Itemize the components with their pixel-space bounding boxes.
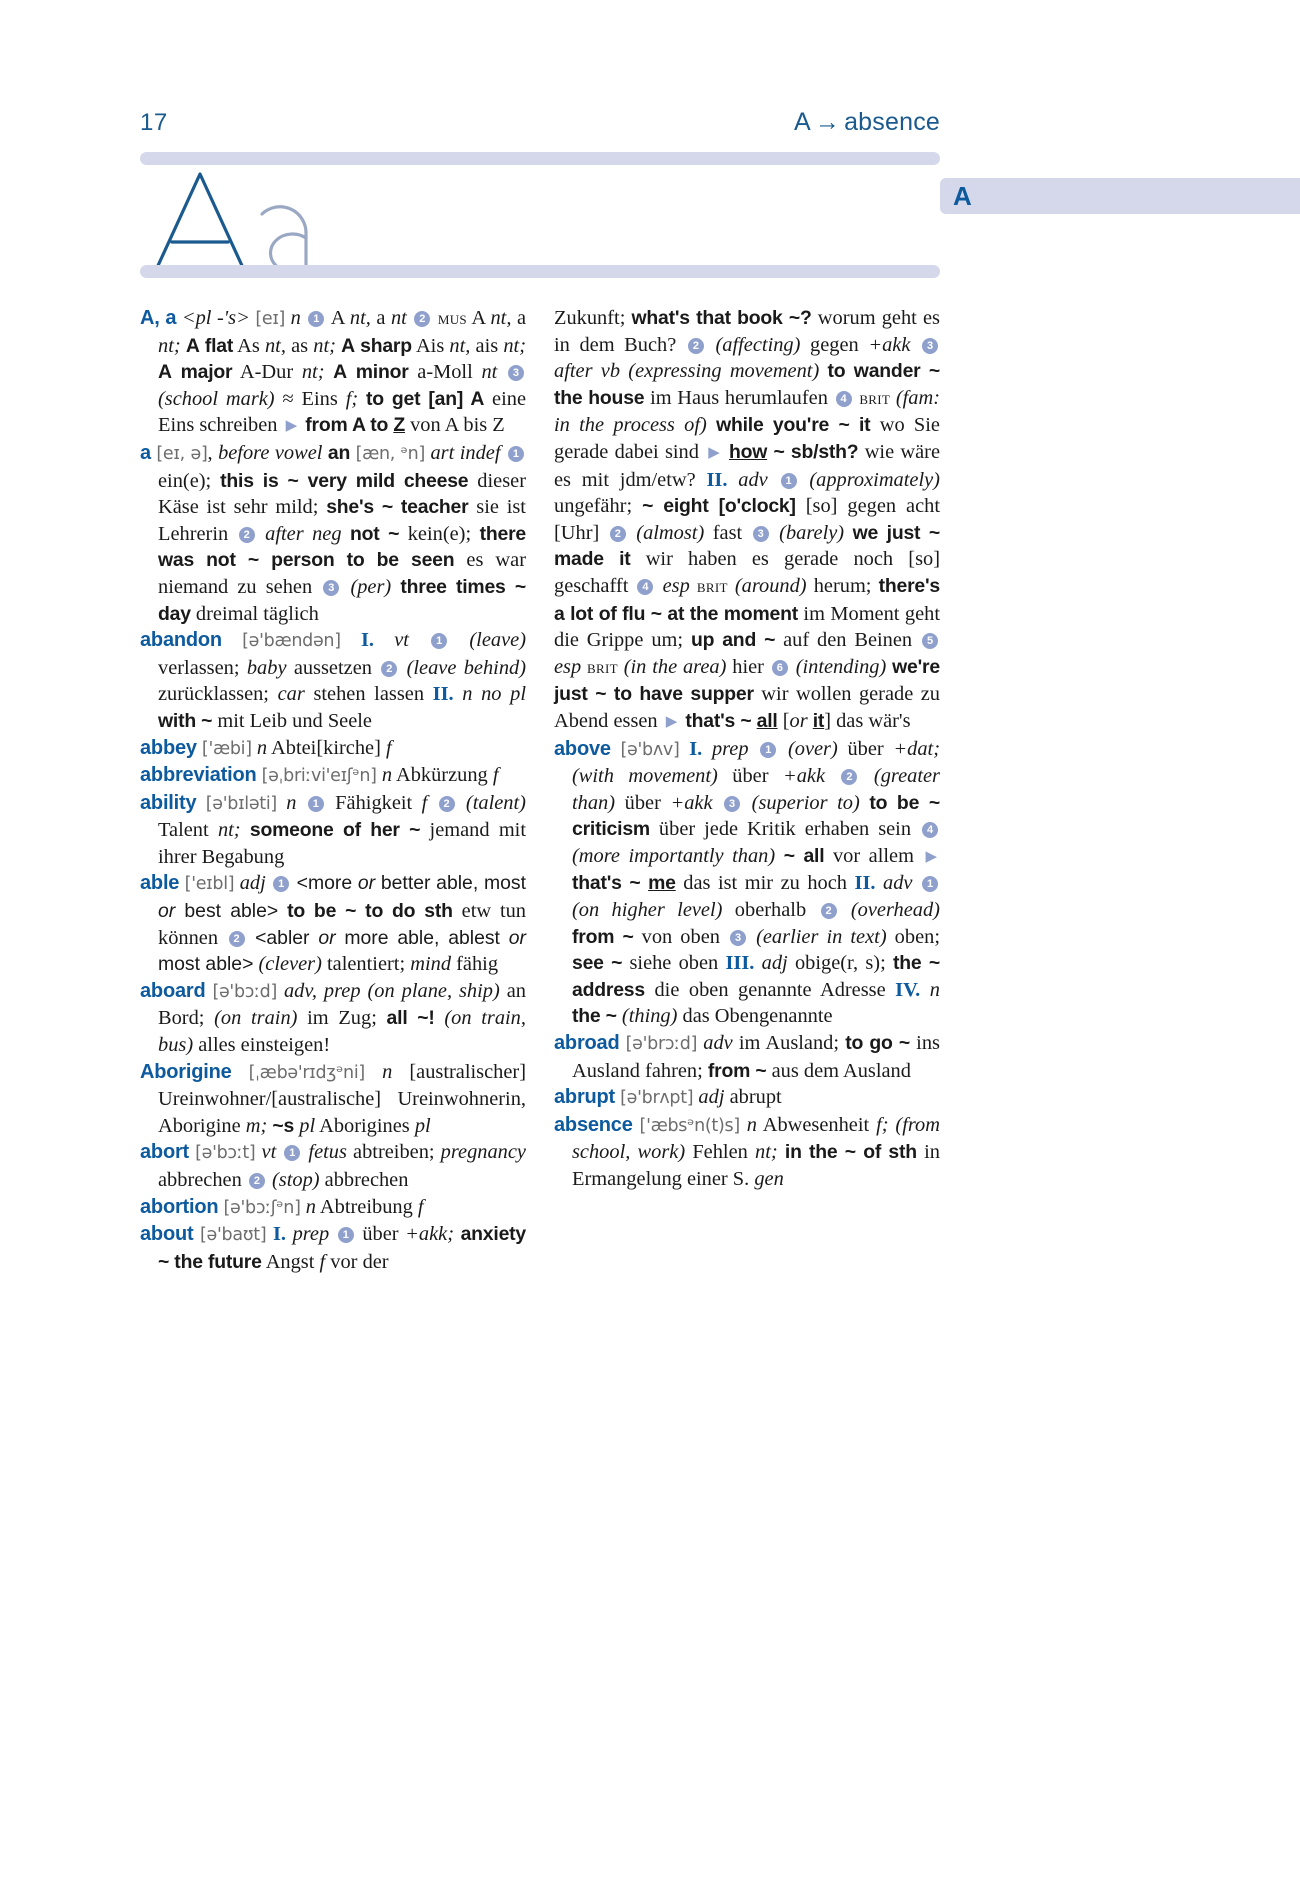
ipa-transcription: [eɪ, ə] xyxy=(156,443,208,464)
sense-number: 1 xyxy=(760,742,776,758)
ipa-transcription: [ə'bɔːʃᵊn] xyxy=(223,1197,301,1218)
running-head xyxy=(140,108,940,142)
column-left xyxy=(140,305,526,1485)
sense-number: 3 xyxy=(323,580,339,596)
sense-number: 2 xyxy=(239,527,255,543)
sense-number: 1 xyxy=(308,796,324,812)
page-number: 17 xyxy=(140,109,168,136)
headword: abbreviation xyxy=(140,764,257,787)
dictionary-entry-continuation: Zukunft; what's that book ~? worum geht es in dem Buch? 2 (affecting) gegen +akk 3 after vb (expressing movement) to wander ~ the house im Haus herumlaufen 4 brit (fam: in the process of) while you're ~ it wo Sie gerade dabei sind ▶ how ~ sb/sth? wie wäre es mit jdm/etw? II. adv 1 (approximately) ungefähr; ~ eight [o'clock] [so] gegen acht [Uhr] 2 (almost) fast 3 (barely) we just ~ made it wir haben es gerade noch [so] geschafft 4 esp brit (around) herum; there's a lot of flu ~ at the moment im Moment geht die Grippe um; up and ~ auf den Beinen 5 esp brit (in the area) hier 6 (intending) we're just ~ to have supper wir wollen gerade zu Abend essen ▶ that's ~ all [or it] das wär's xyxy=(554,305,940,736)
arrow-icon: → xyxy=(814,108,841,136)
dictionary-entry: ability [ə'bɪləti] n 1 Fähigkeit f 2 (talent) Talent nt; someone of her ~ jemand mit ihrer Begabung xyxy=(140,791,527,868)
headword: abandon xyxy=(140,629,222,652)
dictionary-entry: abrupt [ə'brʌpt] adj abrupt xyxy=(554,1086,782,1109)
headword: abroad xyxy=(554,1032,620,1055)
sense-number: 3 xyxy=(922,338,938,354)
ipa-transcription: [eɪ] xyxy=(255,309,286,329)
header-rule xyxy=(140,152,940,165)
sense-number: 4 xyxy=(922,822,938,838)
ipa-transcription: ['æbsᵊn(t)s] xyxy=(639,1115,740,1136)
thumb-index-tab[interactable] xyxy=(940,178,1300,214)
running-head-end: absence xyxy=(844,108,940,136)
dictionary-entry: a [eɪ, ə], before vowel an [æn, ᵊn] art indef 1 ein(e); this is ~ very mild cheese dieser Käse ist sehr mild; she's ~ teacher sie ist Lehrerin 2 after neg not ~ kein(e); there was not ~ person to be seen es war niemand zu sehen 3 (per) three times ~ day dreimal täglich xyxy=(140,441,526,625)
phrase-triangle-icon: ▶ xyxy=(708,444,720,461)
ipa-transcription: [əˌbriːvi'eɪʃᵊn] xyxy=(261,766,377,787)
ipa-transcription: ['æbi] xyxy=(201,738,252,759)
sense-number: 1 xyxy=(284,1145,300,1161)
sense-number: 1 xyxy=(308,311,324,327)
dictionary-entry: about [ə'baʊt] I. prep 1 über +akk; anxiety ~ the future Angst f vor der xyxy=(140,1223,527,1273)
sense-number: 2 xyxy=(249,1173,265,1189)
sense-number: 3 xyxy=(508,365,524,381)
thumb-index-letter: A xyxy=(953,181,972,211)
ipa-transcription: [ə'bændən] xyxy=(242,631,341,652)
dictionary-columns xyxy=(140,305,940,1485)
sense-number: 4 xyxy=(836,391,852,407)
headword: abrupt xyxy=(554,1086,616,1109)
sense-number: 5 xyxy=(922,633,938,649)
ipa-transcription: [ə'bɔːt] xyxy=(195,1143,256,1164)
sense-number: 1 xyxy=(922,876,938,892)
sense-number: 2 xyxy=(610,526,626,542)
sense-number: 3 xyxy=(753,526,769,542)
ipa-transcription: [ə'baʊt] xyxy=(200,1225,267,1246)
headword: about xyxy=(140,1223,194,1246)
dictionary-entry: abort [ə'bɔːt] vt 1 fetus abtreiben; pregnancy abbrechen 2 (stop) abbrechen xyxy=(140,1141,526,1191)
headword: above xyxy=(554,737,611,760)
sense-number: 2 xyxy=(229,931,245,947)
running-head-start: A xyxy=(794,108,811,136)
headword: abortion xyxy=(140,1195,219,1218)
dictionary-entry: aboard [ə'bɔːd] adv, prep (on plane, ship) an Bord; (on train) im Zug; all ~! (on train, bus) alles einsteigen! xyxy=(140,979,526,1057)
sense-number: 6 xyxy=(772,660,788,676)
sense-number: 2 xyxy=(414,311,430,327)
letter-section-heading xyxy=(148,166,368,276)
dictionary-entry: absence ['æbsᵊn(t)s] n Abwesenheit f; (from school, work) Fehlen nt; in the ~ of sth in Ermangelung einer S. gen xyxy=(554,1113,940,1190)
dictionary-entry: abbreviation [əˌbriːvi'eɪʃᵊn] n Abkürzung f xyxy=(140,764,499,787)
headword: Aborigine xyxy=(140,1060,232,1083)
ipa-transcription: [ə'bɔːd] xyxy=(212,981,277,1002)
ipa-transcription: [ə'brɔːd] xyxy=(625,1034,698,1055)
sense-number: 1 xyxy=(781,473,797,489)
dictionary-entry: abroad [ə'brɔːd] adv im Ausland; to go ~ ins Ausland fahren; from ~ aus dem Ausland xyxy=(554,1032,940,1082)
dictionary-entry: Aborigine [ˌæbə'rɪdʒᵊni] n [australischer] Ureinwohner/[australische] Ureinwohnerin, Aborigine m; ~s pl Aborigines pl xyxy=(140,1060,526,1137)
sense-number: 1 xyxy=(338,1227,354,1243)
sense-number: 2 xyxy=(688,338,704,354)
sense-number: 4 xyxy=(637,579,653,595)
headword: a xyxy=(140,441,151,464)
headword: A, a xyxy=(140,307,177,329)
sense-number: 1 xyxy=(273,876,289,892)
headword: absence xyxy=(554,1113,633,1136)
ipa-transcription: [ˌæbə'rɪdʒᵊni] xyxy=(248,1062,365,1083)
dictionary-entry: abbey ['æbi] n Abtei[kirche] f xyxy=(140,736,392,759)
sense-number: 2 xyxy=(841,769,857,785)
dictionary-entry: abandon [ə'bændən] I. vt 1 (leave) verlassen; baby aussetzen 2 (leave behind) zurücklassen; car stehen lassen II. n no pl with ~ mit Leib und Seele xyxy=(140,629,526,732)
ipa-transcription: [ə'brʌpt] xyxy=(620,1088,694,1109)
headword: ability xyxy=(140,791,197,814)
dictionary-entry: A, a <pl -'s> [eɪ] n 1 A nt, a nt 2 mus A nt, a nt; A flat As nt, as nt; A sharp Ais nt, ais nt; A major A-Dur nt; A minor a-Moll nt 3 (school mark) ≈ Eins f; to get [an] A eine Eins schreiben ▶ from A to Z von A bis Z xyxy=(140,305,526,440)
ipa-transcription: ['eɪbl] xyxy=(184,874,235,895)
column-right xyxy=(554,305,940,1485)
headword: able xyxy=(140,872,180,895)
ipa-transcription: [ə'bʌv] xyxy=(620,739,680,760)
sense-number: 3 xyxy=(724,796,740,812)
sense-number: 2 xyxy=(439,796,455,812)
dictionary-entry: able ['eɪbl] adj 1 <more or better able, most or best able> to be ~ to do sth etw tun können 2 <abler or more able, ablest or most able> (clever) talentiert; mind fähig xyxy=(140,872,527,976)
sense-number: 1 xyxy=(508,446,524,462)
phrase-triangle-icon: ▶ xyxy=(665,713,678,730)
phrase-triangle-icon: ▶ xyxy=(285,418,298,435)
dictionary-entry: abortion [ə'bɔːʃᵊn] n Abtreibung f xyxy=(140,1195,424,1218)
section-rule xyxy=(140,265,940,278)
running-head-range xyxy=(794,108,940,137)
sense-number: 3 xyxy=(730,930,746,946)
sense-number: 2 xyxy=(381,661,397,677)
phrase-triangle-icon: ▶ xyxy=(925,848,937,865)
sense-number: 1 xyxy=(431,633,447,649)
headword: abort xyxy=(140,1141,190,1164)
ipa-transcription: [ə'bɪləti] xyxy=(205,793,277,814)
sense-number: 2 xyxy=(821,903,837,919)
headword: abbey xyxy=(140,736,197,759)
headword: aboard xyxy=(140,979,206,1002)
dictionary-entry: above [ə'bʌv] I. prep 1 (over) über +dat; (with movement) über +akk 2 (greater than) über +akk 3 (superior to) to be ~ criticism über jede Kritik erhaben sein 4 (more importantly than) ~ all vor allem ▶ that's ~ me das ist mir zu hoch II. adv 1 (on higher level) oberhalb 2 (overhead) from ~ von oben 3 (earlier in text) oben; see ~ siehe oben III. adj obige(r, s); the ~ address die oben genannte Adresse IV. n the ~ (thing) das Obengenannte xyxy=(554,737,941,1028)
